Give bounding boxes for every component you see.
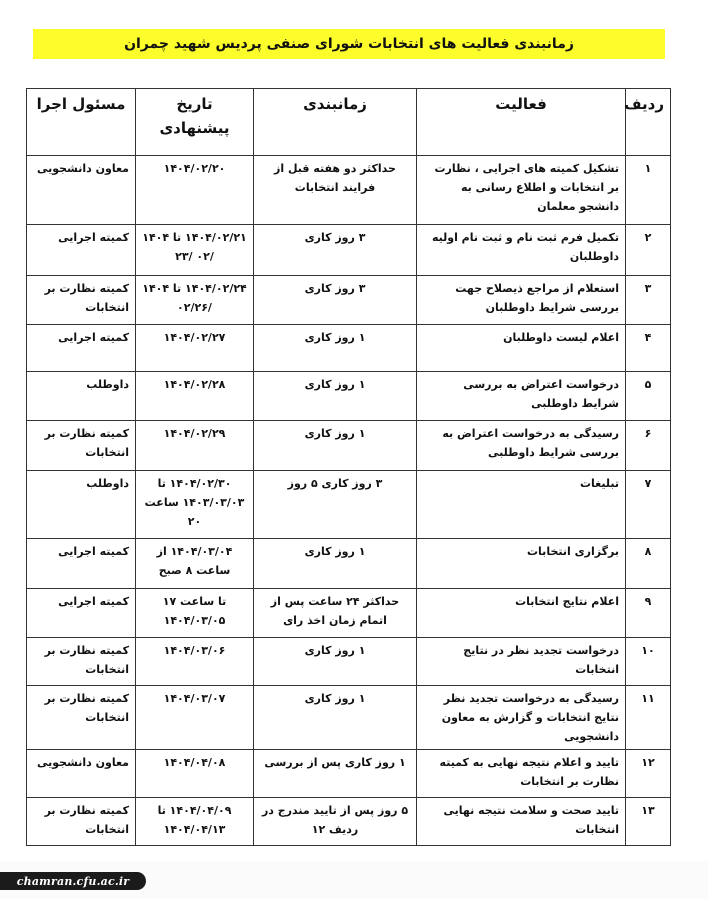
schedule-cell: حداکثر دو هفته قبل از فرایند انتخابات: [254, 156, 417, 225]
header-schedule: زمانبندی: [254, 89, 417, 156]
activity-cell: رسیدگی به درخواست تجدید نظر نتایج انتخابات و گزارش به معاون دانشجویی: [417, 686, 626, 750]
date-cell: ۱۴۰۴/۰۲/۲۸: [136, 372, 254, 421]
table-row: [27, 372, 671, 421]
row-number-cell: ۸: [626, 539, 671, 589]
activity-cell: تایید صحت و سلامت نتیجه نهایی انتخابات: [417, 798, 626, 846]
row-number-cell: ۲: [626, 225, 671, 276]
responsible-cell: کمیته اجرایی: [27, 589, 136, 638]
date-cell: ۱۴۰۴/۰۲/۳۰ تا ۱۴۰۳/۰۳/۰۳ ساعت ۲۰: [136, 471, 254, 539]
activity-cell: اعلام نتایج انتخابات: [417, 589, 626, 638]
responsible-cell: کمیته نظارت بر انتخابات: [27, 638, 136, 686]
date-cell: تا ساعت ۱۷ ۱۴۰۴/۰۳/۰۵: [136, 589, 254, 638]
responsible-cell: کمیته نظارت بر انتخابات: [27, 686, 136, 750]
responsible-cell: معاون دانشجویی: [27, 156, 136, 225]
schedule-cell: ۳ روز کاری ۵ روز: [254, 471, 417, 539]
table-row: [27, 225, 671, 276]
activity-cell: اعلام لیست داوطلبان: [417, 325, 626, 372]
date-cell: ۱۴۰۴/۰۴/۰۸: [136, 750, 254, 798]
date-cell: ۱۴۰۴/۰۲/۲۰: [136, 156, 254, 225]
date-cell: ۱۴۰۴/۰۲/۲۱ تا ۱۴۰۴ /۰۲ /۲۳: [136, 225, 254, 276]
date-cell: ۱۴۰۴/۰۲/۲۷: [136, 325, 254, 372]
row-number-cell: ۶: [626, 421, 671, 471]
table-row: [27, 276, 671, 325]
table-row: [27, 750, 671, 798]
activity-cell: استعلام از مراجع ذیصلاح جهت بررسی شرایط داوطلبان: [417, 276, 626, 325]
responsible-cell: کمیته اجرایی: [27, 325, 136, 372]
responsible-cell: کمیته نظارت بر انتخابات: [27, 421, 136, 471]
activity-cell: تکمیل فرم ثبت نام و ثبت نام اولیه داوطلبان: [417, 225, 626, 276]
responsible-cell: داوطلب: [27, 372, 136, 421]
schedule-table: [26, 88, 671, 846]
header-row: [27, 89, 671, 156]
table-row: [27, 421, 671, 471]
footer-site-text: chamran.cfu.ac.ir: [16, 874, 130, 888]
date-cell: ۱۴۰۴/۰۳/۰۴ از ساعت ۸ صبح: [136, 539, 254, 589]
responsible-cell: کمیته اجرایی: [27, 539, 136, 589]
schedule-cell: ۱ روز کاری: [254, 421, 417, 471]
row-number-cell: ۱۲: [626, 750, 671, 798]
date-cell: ۱۴۰۴/۰۳/۰۶: [136, 638, 254, 686]
header-row-number: ردیف: [626, 89, 671, 156]
schedule-cell: ۵ روز پس از تایید مندرج در ردیف ۱۲: [254, 798, 417, 846]
footer-badge: [0, 872, 146, 890]
table-row: [27, 638, 671, 686]
responsible-cell: کمیته اجرایی: [27, 225, 136, 276]
schedule-cell: ۱ روز کاری: [254, 638, 417, 686]
table-body: [27, 156, 671, 846]
table-row: [27, 471, 671, 539]
responsible-cell: داوطلب: [27, 471, 136, 539]
row-number-cell: ۱: [626, 156, 671, 225]
row-number-cell: ۹: [626, 589, 671, 638]
table-row: [27, 325, 671, 372]
responsible-cell: کمیته نظارت بر انتخابات: [27, 798, 136, 846]
activity-cell: تبلیغات: [417, 471, 626, 539]
schedule-cell: ۳ روز کاری: [254, 225, 417, 276]
header-responsible: مسئول اجرا: [27, 89, 136, 156]
date-cell: ۱۴۰۴/۰۲/۲۹: [136, 421, 254, 471]
table-row: [27, 798, 671, 846]
title-banner: [33, 29, 665, 59]
table-row: [27, 589, 671, 638]
activity-cell: درخواست اعتراض به بررسی شرایط داوطلبی: [417, 372, 626, 421]
activity-cell: تشکیل کمیته های اجرایی ، نظارت بر انتخابات و اطلاع رسانی به دانشجو معلمان: [417, 156, 626, 225]
row-number-cell: ۷: [626, 471, 671, 539]
date-cell: ۱۴۰۴/۰۴/۰۹ تا ۱۴۰۴/۰۴/۱۳: [136, 798, 254, 846]
activity-cell: درخواست تجدید نظر در نتایج انتخابات: [417, 638, 626, 686]
date-cell: ۱۴۰۴/۰۳/۰۷: [136, 686, 254, 750]
header-date: تاریخ پیشنهادی: [136, 89, 254, 156]
schedule-cell: ۱ روز کاری پس از بررسی: [254, 750, 417, 798]
table-row: [27, 156, 671, 225]
row-number-cell: ۱۳: [626, 798, 671, 846]
responsible-cell: کمیته نظارت بر انتخابات: [27, 276, 136, 325]
page-title: زمانبندی فعالیت های انتخابات شورای صنفی پردیس شهید چمران: [124, 36, 574, 52]
row-number-cell: ۵: [626, 372, 671, 421]
responsible-cell: معاون دانشجویی: [27, 750, 136, 798]
header-activity: فعالیت: [417, 89, 626, 156]
row-number-cell: ۱۱: [626, 686, 671, 750]
row-number-cell: ۴: [626, 325, 671, 372]
schedule-cell: ۳ روز کاری: [254, 276, 417, 325]
schedule-cell: حداکثر ۲۴ ساعت پس از اتمام زمان اخذ رای: [254, 589, 417, 638]
schedule-cell: ۱ روز کاری: [254, 325, 417, 372]
row-number-cell: ۳: [626, 276, 671, 325]
row-number-cell: ۱۰: [626, 638, 671, 686]
activity-cell: رسیدگی به درخواست اعتراض به بررسی شرایط داوطلبی: [417, 421, 626, 471]
activity-cell: برگزاری انتخابات: [417, 539, 626, 589]
schedule-cell: ۱ روز کاری: [254, 539, 417, 589]
schedule-cell: ۱ روز کاری: [254, 686, 417, 750]
schedule-cell: ۱ روز کاری: [254, 372, 417, 421]
table-row: [27, 539, 671, 589]
activity-cell: تایید و اعلام نتیجه نهایی به کمیته نظارت بر انتخابات: [417, 750, 626, 798]
table-row: [27, 686, 671, 750]
date-cell: ۱۴۰۴/۰۲/۲۴ تا ۱۴۰۴ /۰۲/۲۶: [136, 276, 254, 325]
